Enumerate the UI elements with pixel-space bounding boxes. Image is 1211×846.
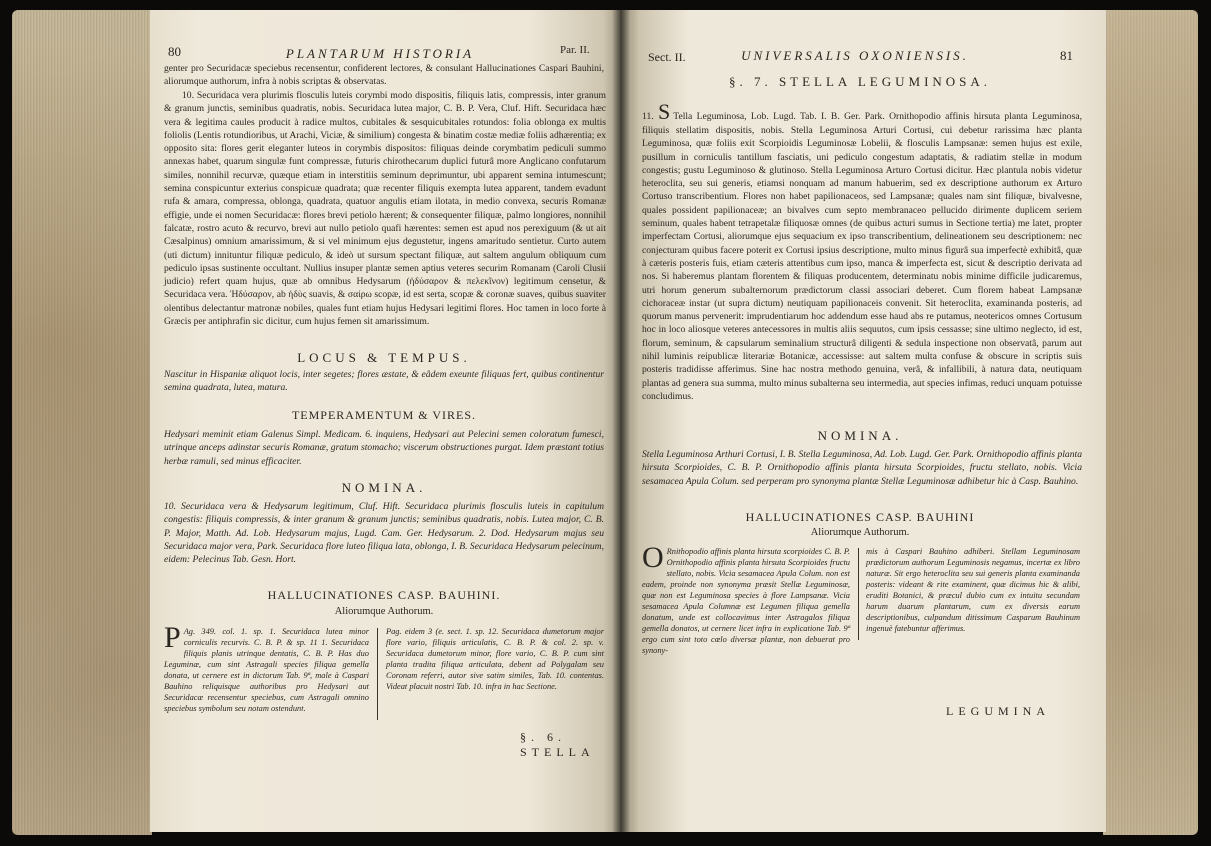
- left-item-10-text: 10. Securidaca vera plurimis flosculis luteis corymbi modo dispositis, filiquis latis, compressis, inter granum & granum junctis, seminibus quadratis, nobis. Securidaca lutea major, C. B. P. Vera, Cluf. Hift. Securidaca hæc vera & legitima caules producit à radice multos, cubitales & sesquicubitales rotundos: folia oblonga ex multis foliolis (Lentis rotundioribus, ut Arachi, Viciæ, & similium) congesta & binatim costæ mediæ foliis adhærentia; ex opposito sita: flores gerit eleganter luteos in corymbis dispositos: filiquas deinde corymbatim pediculi summo annexas habet, quarum singulæ funt compressæ, futuris chirothecarum duplici futurâ more Anglicano confutarum similes, nonnihil recurvæ, quæque etiam in interstitiis seminum deprimuntur, ubi apparent semina intumescunt; semina conspicuntur exterius conspicuæ quadrata; quæ recenter filiquis exempta lutea apparent, tandem evadunt rufa & amara, compressa, oblonga, quadrata, quatuor angulis etiam ilotata, in medio convexa, securis Romanæ effigie, unde ei nomen Securidacæ: flores brevi petiolo hærent; & consequenter filiquæ, palmo longiores, nonnihil falcatæ, rostro acuto & recurvo, brevi aut nullo petiolo quafi hærentes: semen est apud nos perexiguum (& ut ait Cæsalpinus) omnium amarissimum, & si vel minimum ejus degustetur, ingens amaritudo sentietur. Curto autem (uti dictum) innituntur filiquæ pediculo, & ideò ut sursum spectant filiquæ, aut saltem angulum obliquum cum pediculo ipsas sustinente occultant. Nullius insuper plantæ semen aptius veteres securim Romanam (Caroli Clusii judicio) refert quam hujus, quæ ab omnibus Hedysarum (ἡδύσαρον & πελεκῖνον) legitimum censetur, & Securidaca vera. Ἡδύσαρον, ab ἡδὺς suavis, & σαίρω scopæ, id est serta, scopæ & coronæ suaves, quibus suaviter olentibus delectantur matronæ nobiles, quales funt etiam hujus Hedysari legitimi flores. Hoc tamen in loco forte à Græcis per antiphrafin sic dicitur, cum hujus femen sit amarissimum.: [164, 90, 606, 328]
- right-section-label: Sect. II.: [648, 50, 686, 64]
- left-nomina-text: 10. Securidaca vera & Hedysarum legitimum, Cluf. Hift. Securidaca plurimis flosculis luteis in capitulum congestis: filiquis compressis, & inter granum & granum junctis; seminibus quadratis, nobis. Lutea major, C. B. P. Major, Matth. Ad. Lob. Hedysarum majus, Lugd. Cam. Ger. Hedysarum. 2. Dod. Hedysarum majus seu Securidaca major vera, Park. Securidaca flore luteo filiqua lata, oblonga, I. B. Securidaca Hedysarum pelecinum, eidem: Pelecinus Tab. Gesn. Hort.: [164, 501, 604, 566]
- right-col1-text: Rnithopodio affinis planta hirsuta scorpioides C. B. P. Ornithopodio affinis planta hirsuta Scorpioides fructu stellato, nobis. Vicia sesamacea Apula Colum. non est eadem, proinde non synonyma præsit Stellæ Leguminosæ, quæ non est Leguminosa species à flore Lampsanæ. Vicia sesamacea Apula Columnæ est Legumen filiqua gemella donatum, unde est collocavimus inter Astragalos filiqua gemella donatos, ut cernere licet infra in explicatione Tab. 9ª ergo cum sint toto cœlo diversæ plantæ, non debuerat pro synony-: [642, 547, 850, 655]
- temperamentum-heading: TEMPERAMENTUM & VIRES.: [291, 408, 477, 422]
- book-gutter: [612, 10, 630, 832]
- right-col1-dropcap: O: [642, 541, 664, 574]
- right-page-edges: [1103, 10, 1198, 835]
- left-hallucinationes-col1: [164, 621, 369, 714]
- right-running-head: UNIVERSALIS OXONIENSIS.: [741, 48, 969, 63]
- right-hallucinationes-heading: HALLUCINATIONES CASP. BAUHINI: [745, 510, 975, 524]
- stella-dropcap: S: [658, 99, 671, 124]
- right-nomina-heading: NOMINA.: [817, 428, 903, 443]
- left-hallucinationes-col2: Pag. eidem 3 (e. sect. 1. sp. 12. Securidaca dumetorum major flore vario, filiquis articulatis, C. B. P. & col. 2. sp. v. Securidaca dumetorum minor, flore vario, C. B. P. cum sint planta tradita filiqua articulata, debent ad Polygalam seu Coronam referri, autor sive satim similes, Tab. 10. contentas. Videat placuit nostri Tab. 10. infra in hac Sectione.: [386, 627, 604, 691]
- left-nomina-heading: NOMINA.: [341, 480, 427, 495]
- item-number: 11.: [642, 111, 654, 122]
- left-page-number: 80: [168, 44, 181, 59]
- right-hallucinationes-col2: mis à Caspari Bauhino adhiberi. Stellam Leguminosam prædictorum authorum Leguminosis negamus, incertæ ex libro naturæ. Sit ergo heteroclita seu sui generis planta examinanda posteris: videant & rite examinent, quæ dicimus hic & alibi, eruditi Botanici, & præcul dubio cum ex intuitu secundam harum duarum plantarum, cum ex diversis earum descriptionibus, culpandum ditissimum Casparum Bauhinum ingenuè fatebuntur afferimus.: [866, 547, 1080, 633]
- right-nomina-text: Stella Leguminosa Arthuri Cortusi, I. B. Stella Leguminosa, Ad. Lob. Lugd. Ger. Park. Ornithopodio affinis planta hirsuta Scorpioides, C. B. P. Ornithopodio affinis planta hirsuta Scorpioides, fructu stellato, nobis. Vicia sesamacea Apula Colum. sed perperam pro synonyma plantæ Stellæ Leguminosæ adhibetur hic à Casp. Bauhino.: [642, 449, 1082, 487]
- left-page: [150, 10, 622, 832]
- left-column-divider: [377, 628, 378, 720]
- left-col1-dropcap: P: [164, 621, 181, 654]
- right-hallucinationes-col1: [642, 541, 850, 656]
- right-catchword: LEGUMINA: [946, 704, 1050, 718]
- left-running-head: PLANTARUM HISTORIA: [285, 46, 475, 61]
- right-hallucinationes-sub: Aliorumque Authorum.: [810, 527, 910, 538]
- left-hallucinationes-sub: Aliorumque Authorum.: [334, 606, 434, 617]
- left-page-edges: [12, 10, 152, 835]
- temperamentum-text: Hedysari meminit etiam Galenus Simpl. Medicam. 6. inquiens, Hedysari aut Pelecini semen coloratum fumesci, utrinque anceps adinstar securis Romanæ, gratum stomacho; viscerum obstructiones purgat. Idem præstant totius herbæ ramuli, sed minus efficaciter.: [164, 429, 604, 467]
- left-col1-text: Ag. 349. col. 1. sp. 1. Securidaca lutea minor corniculis recurvis. C. B. P. & sp. 11 1. Securidaca filiquis planis utrinque dentatis, C. B. P. Has duo Leguminæ, cum sint Astragali species filiqua gemella donata, ut cernere est in dictorum Tab. 9ª, male à Caspari Bauhino reliquisque authoribus pro Hedysari aut Securidacæ recensentur speciebus, cum Astragali omnino speciebus symbolum seu notam ostendunt.: [164, 627, 369, 713]
- left-intro-text: genter pro Securidacæ speciebus recensentur, confiderent lectores, & consulant Hallucinationes Caspari Bauhini, aliorumque authorum, infra à nobis scriptas & observatas.: [164, 63, 604, 88]
- right-page: [620, 10, 1106, 832]
- stella-section-heading: §. 7. STELLA LEGUMINOSA.: [728, 74, 992, 89]
- right-page-number: 81: [1060, 48, 1073, 63]
- right-column-divider: [858, 548, 859, 640]
- left-catchword: §. 6. STELLA: [520, 730, 595, 759]
- left-part-label: Par. II.: [560, 44, 590, 56]
- locus-heading: LOCUS & TEMPUS.: [297, 350, 471, 365]
- left-hallucinationes-heading: HALLUCINATIONES CASP. BAUHINI.: [267, 588, 501, 602]
- stella-main-text: [642, 100, 1082, 403]
- locus-text: Nascitur in Hispaniæ aliquot locis, inter segetes; flores æstate, & eâdem exeunte filiquas fert, quibus continentur semina quadrata, lutea, matura.: [164, 369, 604, 394]
- open-book: [12, 10, 1198, 835]
- stella-body-text: Tella Leguminosa, Lob. Lugd. Tab. I. B. Ger. Park. Ornithopodio affinis hirsuta planta Leguminosa, filiquis stellatim dispositis, nobis. Stella Leguminosa Arturi Cortusi, cui debetur rarissima hæc planta Leguminosa, quæ foliis exit Scorpioidis Leguminosæ Lobelii, & flosculis Lampsanæ: semen hujus est exile, pusillum in corniculis tantillum fasciatis, uni pediculo congestum adaptatis, & radiatim stellæ in modum congestis; gustu Leguminoso & glutinoso. Stella Leguminosa Arturo Cortusi dicitur. Hæc plantula nobis videtur heteroclita, seu sui generis, etiamsi nonquam ad manum habuerim, sed ex descriptione authorum ex Arturo Cortuso transcribentium. Flores non habet papilionaceos, sed Lampsanæ; quales nam sint filiquæ, bivalvesne, quales possident papilionaceæ; an bivalves cum septo membranaceo pellucido dirimente duplicem seriem seminum, quales habent tetrapetalæ filiquosæ omnes (de quibus acturi sumus in Sectione tertia) me latet, propter imperfectam Cortusi, aliorumque ejus sequacium ex ipso transcribentium, delineationem seu descriptionem: nec conjecturam quibus facere poterit ex Cortusi ipsius descriptione, multo minus figurâ sua imperfectè exhibitâ, quæ à cæteris posteris fuis, etiam cæteris attentibus cum ipso, manca & imperfecta est, sicut & descriptio derivata ad nos. Si haberemus plantam florentem & filiquas producentem, determinatu nobis minime difficile judicaremus, utri horum generum subalternorum prædictorum classi associari deberet. Cum florem habeat Lampsanæ cichoraceæ instar (ut supra dictum) neutiquam papilionaceis convenit. Sit heteroclita, examinanda posteris, ad quorum manus pervenerit: imprudentiarum hoc addendum esse haud abs re putamus, neotericos omnes Cortusum hoc in loco aliosque veteres antecessores in multis aliis sequutos, cum ipsis cessasse; sine ultimo neglecto, id est, florum, seminum, & capsularum seminalium structurâ diligenti & sedula inspectione non observatâ, parum aut nihil luminis reipublicæ literariæ Botanicæ, accessisse: aut saltem multa confuse & obscure in scriptis suis posteris tradidisse afferimus. Sine hac nostra methodo genuina, verâ, & infallibili, à natura data, neutiquam plantas ad genera sua summa, multo minus subalterna seu intermedia, aut species infimas, reduci unquam potuisse concludimus.: [642, 111, 1082, 402]
